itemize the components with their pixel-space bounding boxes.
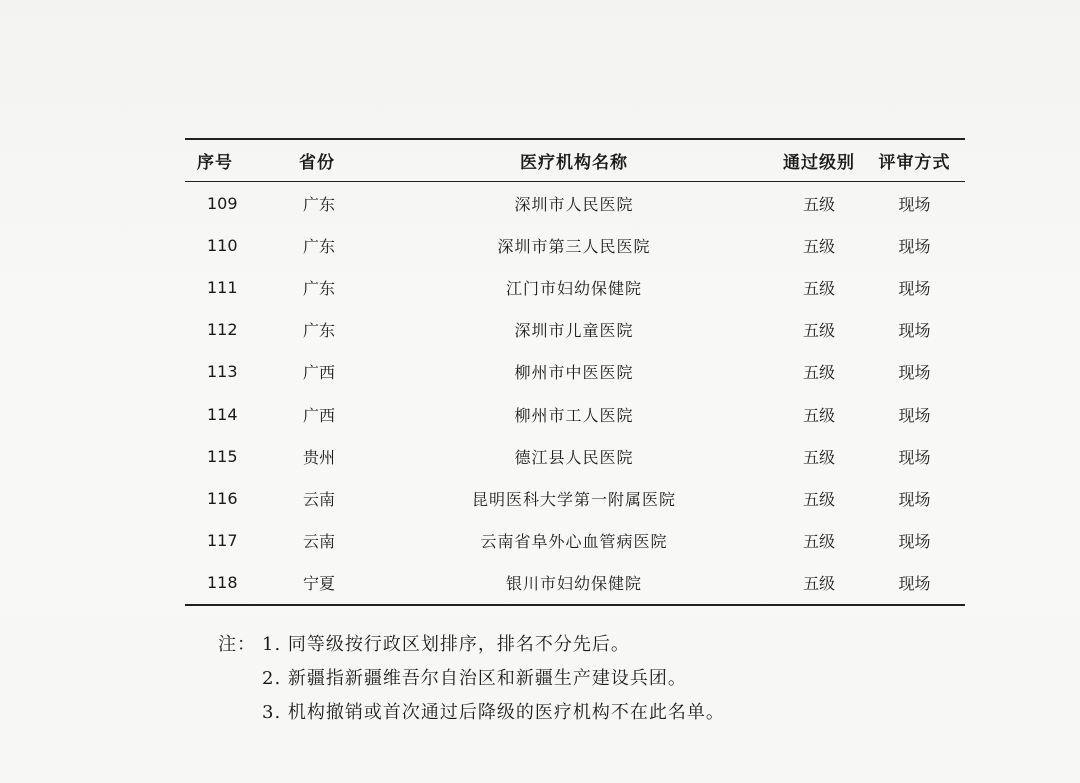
table-row xyxy=(185,435,965,477)
table-row xyxy=(185,393,965,435)
header-method: 评审方式 xyxy=(878,153,951,173)
cell-name: 德江县人民医院 xyxy=(514,447,634,467)
cell-level: 五级 xyxy=(802,321,835,341)
cell-no: 115 xyxy=(207,446,238,466)
cell-no: 110 xyxy=(207,235,238,255)
table-row xyxy=(185,477,965,519)
notes-section xyxy=(218,628,725,730)
cell-no: 118 xyxy=(207,573,238,593)
cell-method: 现场 xyxy=(898,574,931,594)
note-prefix: 注： xyxy=(218,634,256,655)
cell-method: 现场 xyxy=(898,194,931,214)
header-level: 通过级别 xyxy=(783,153,855,173)
cell-method: 现场 xyxy=(898,447,931,467)
header-no: 序号 xyxy=(197,153,233,173)
cell-province: 宁夏 xyxy=(303,574,336,594)
header-name: 医疗机构名称 xyxy=(520,153,628,173)
cell-province: 贵州 xyxy=(303,447,336,467)
table-row xyxy=(185,562,965,605)
table-row xyxy=(185,520,965,562)
table-header-row xyxy=(185,139,965,182)
cell-no: 112 xyxy=(207,320,238,340)
cell-province: 广西 xyxy=(303,363,336,383)
cell-province: 云南 xyxy=(303,489,336,509)
cell-name: 深圳市人民医院 xyxy=(514,194,634,214)
cell-province: 广东 xyxy=(303,321,336,341)
cell-level: 五级 xyxy=(802,194,835,214)
cell-method: 现场 xyxy=(898,278,931,298)
cell-method: 现场 xyxy=(898,532,931,552)
cell-province: 广东 xyxy=(303,278,336,298)
cell-method: 现场 xyxy=(898,236,931,256)
cell-no: 116 xyxy=(207,488,238,508)
cell-name: 深圳市第三人民医院 xyxy=(497,236,651,256)
cell-method: 现场 xyxy=(898,489,931,509)
cell-name: 江门市妇幼保健院 xyxy=(505,278,642,298)
cell-level: 五级 xyxy=(802,363,835,383)
cell-province: 广东 xyxy=(303,194,336,214)
hospital-list-table-container xyxy=(185,138,951,606)
cell-name: 昆明医科大学第一附属医院 xyxy=(471,489,676,509)
cell-province: 云南 xyxy=(303,532,336,552)
cell-method: 现场 xyxy=(898,321,931,341)
cell-level: 五级 xyxy=(802,447,835,467)
note-text: 3. 机构撤销或首次通过后降级的医疗机构不在此名单。 xyxy=(262,702,725,723)
cell-level: 五级 xyxy=(802,236,835,256)
table-row xyxy=(185,309,965,351)
table-body xyxy=(185,182,965,605)
cell-no: 113 xyxy=(207,362,238,382)
cell-province: 广东 xyxy=(303,236,336,256)
table-row xyxy=(185,224,965,266)
cell-level: 五级 xyxy=(802,574,835,594)
note-text: 1. 同等级按行政区划排序，排名不分先后。 xyxy=(262,634,630,655)
hospital-list-table xyxy=(185,138,965,606)
table-row xyxy=(185,266,965,308)
cell-level: 五级 xyxy=(802,489,835,509)
cell-method: 现场 xyxy=(898,363,931,383)
cell-no: 111 xyxy=(207,277,238,297)
cell-name: 银川市妇幼保健院 xyxy=(505,574,642,594)
cell-name: 柳州市工人医院 xyxy=(514,405,634,425)
table-row xyxy=(185,351,965,393)
table-header xyxy=(185,139,965,182)
cell-name: 深圳市儿童医院 xyxy=(514,321,634,341)
note-item-1 xyxy=(218,628,725,662)
cell-level: 五级 xyxy=(802,532,835,552)
header-province: 省份 xyxy=(299,153,335,173)
cell-no: 117 xyxy=(207,531,238,551)
cell-level: 五级 xyxy=(802,278,835,298)
cell-method: 现场 xyxy=(898,405,931,425)
cell-name: 柳州市中医医院 xyxy=(514,363,634,383)
cell-no: 109 xyxy=(207,193,238,213)
note-text: 2. 新疆指新疆维吾尔自治区和新疆生产建设兵团。 xyxy=(262,668,687,689)
note-item-2 xyxy=(218,662,725,696)
table-row xyxy=(185,182,965,225)
cell-province: 广西 xyxy=(303,405,336,425)
cell-no: 114 xyxy=(207,404,238,424)
note-item-3 xyxy=(218,696,725,730)
cell-name: 云南省阜外心血管病医院 xyxy=(480,532,668,552)
cell-level: 五级 xyxy=(802,405,835,425)
